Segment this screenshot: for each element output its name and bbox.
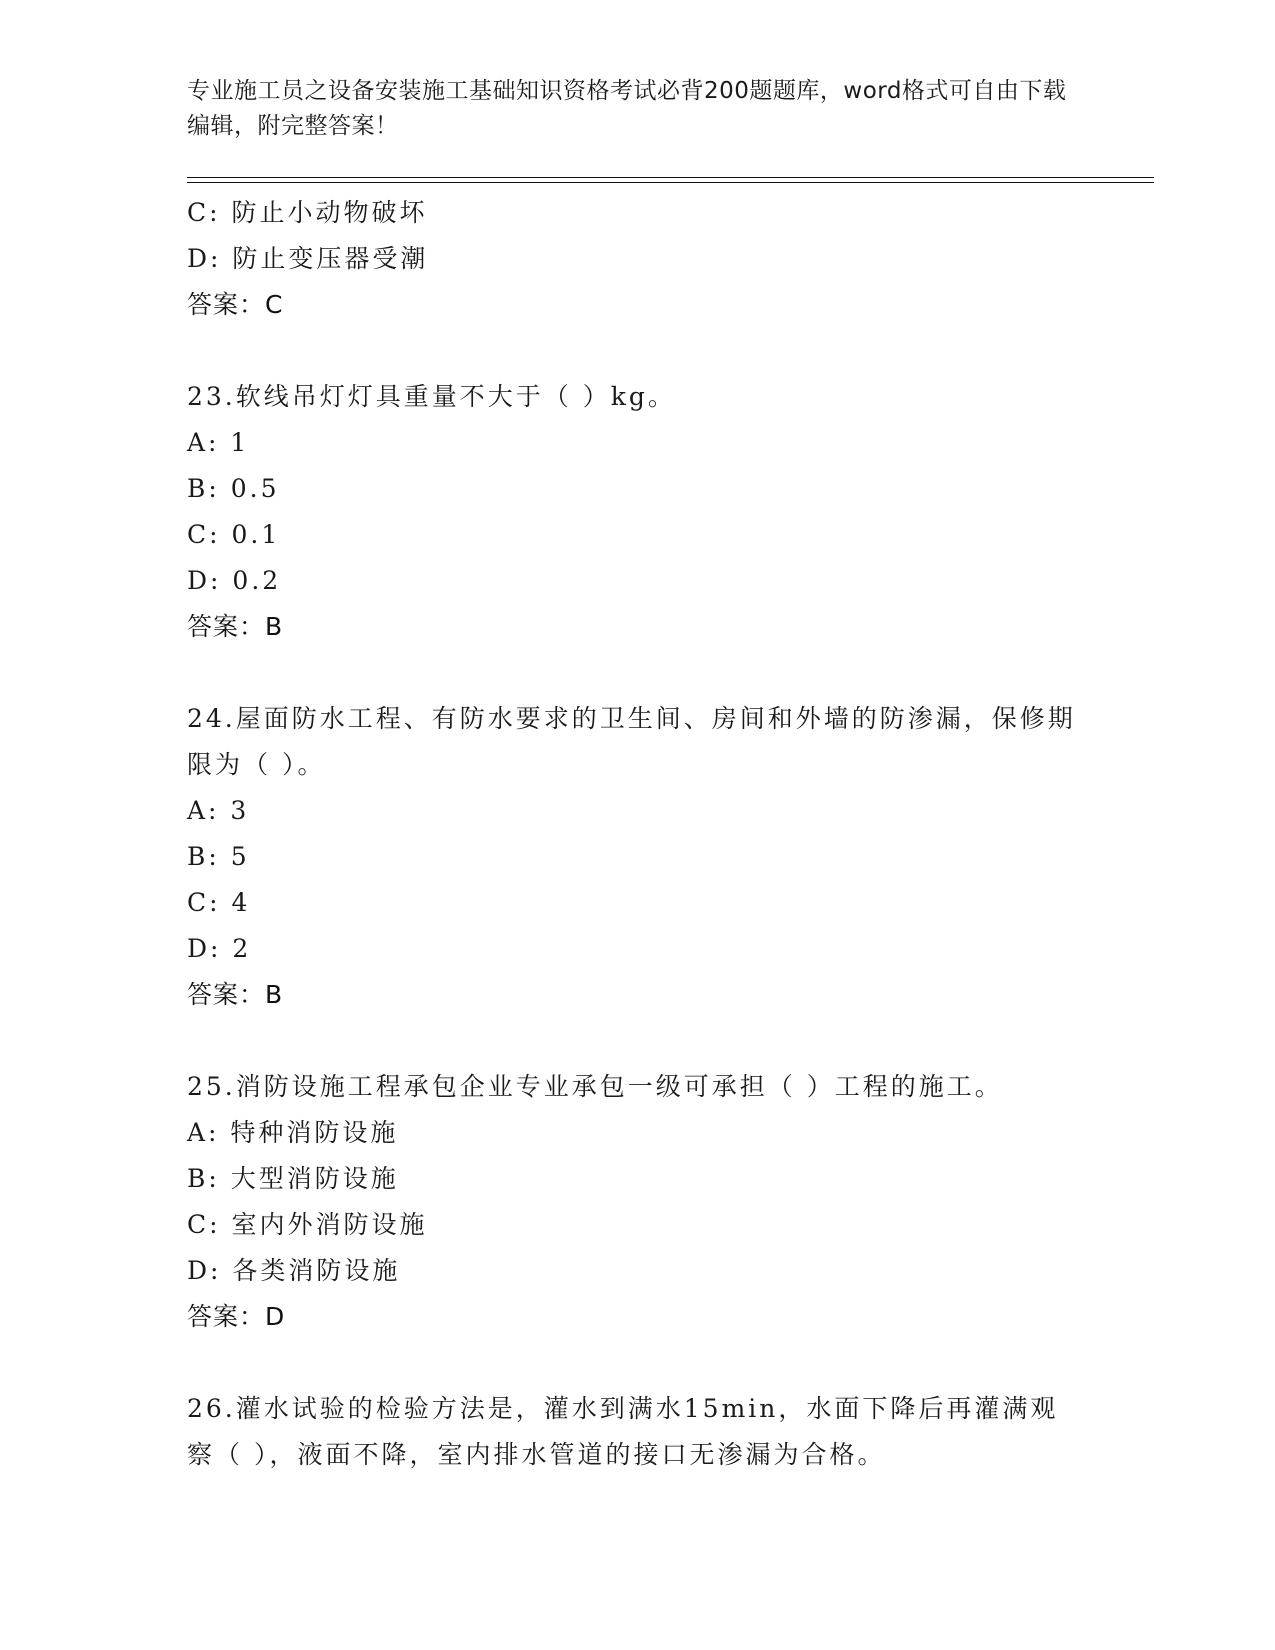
option-b: B: 5 [187,842,250,871]
option-a: A: 3 [187,796,250,825]
answer-line: 答案：B [187,612,284,641]
option-b: B: 大型消防设施 [187,1164,399,1193]
option-c: C: 室内外消防设施 [187,1210,428,1239]
spacer [187,328,1077,374]
question-26 [187,1386,1077,1478]
option-a: A: 特种消防设施 [187,1118,399,1147]
header-divider-bottom [187,182,1154,183]
spacer [187,1340,1077,1386]
option-d: D: 各类消防设施 [187,1256,401,1285]
question-text: 24.屋面防水工程、有防水要求的卫生间、房间和外墙的防渗漏，保修期限为（ ）。 [187,704,1076,779]
header-divider-top [187,177,1154,178]
question-list [187,190,1077,1478]
option-d: D: 0.2 [187,566,282,595]
option-c: C: 0.1 [187,520,281,549]
question-text: 23.软线吊灯灯具重量不大于（ ）kg。 [187,382,676,411]
question-24 [187,696,1077,1018]
question-text: 26.灌水试验的检验方法是，灌水到满水15min，水面下降后再灌满观察（ ），液面不降，室内排水管道的接口无渗漏为合格。 [187,1394,1059,1469]
option-d: D: 防止变压器受潮 [187,244,429,273]
option-c: C: 防止小动物破坏 [187,198,428,227]
answer-line: 答案：D [187,1302,286,1331]
question-22-tail [187,190,1077,328]
option-d: D: 2 [187,934,252,963]
option-a: A: 1 [187,428,250,457]
question-25 [187,1064,1077,1340]
document-header: 专业施工员之设备安装施工基础知识资格考试必背200题题库，word格式可自由下载编辑，附完整答案！ [187,78,1067,139]
option-b: B: 0.5 [187,474,280,503]
option-c: C: 4 [187,888,251,917]
answer-line: 答案：C [187,290,284,319]
spacer [187,1018,1077,1064]
question-text: 25.消防设施工程承包企业专业承包一级可承担（ ）工程的施工。 [187,1072,1003,1101]
question-23 [187,374,1077,650]
answer-line: 答案：B [187,980,284,1009]
spacer [187,650,1077,696]
